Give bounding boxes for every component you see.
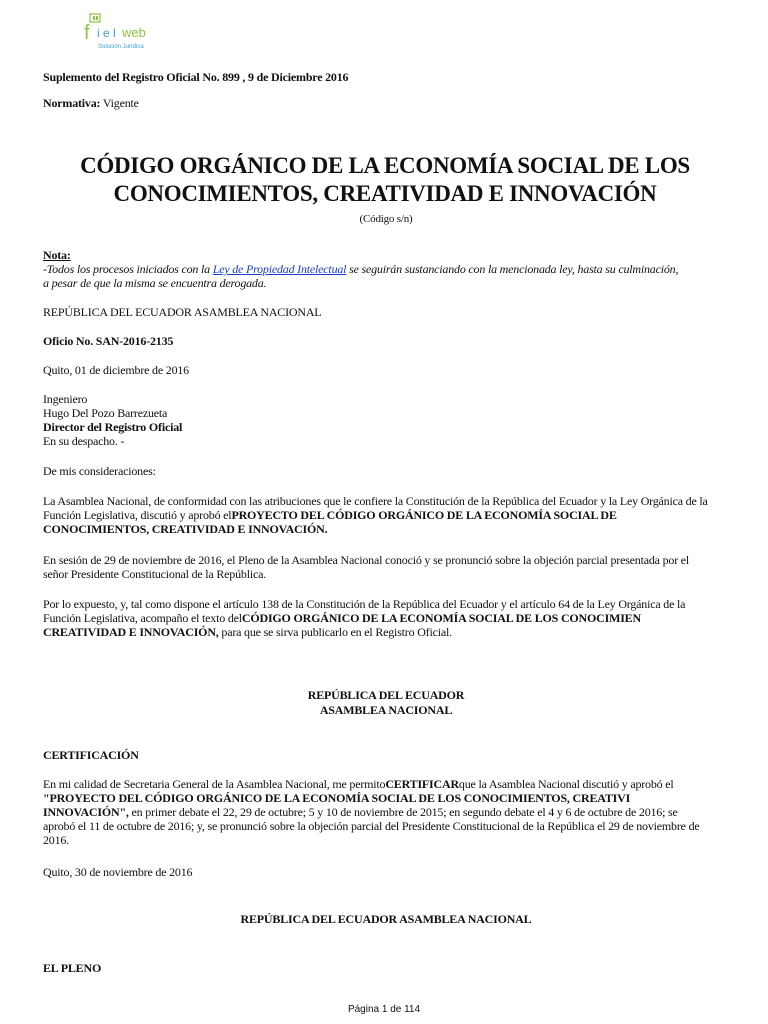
destinatario xyxy=(43,392,729,448)
svg-text:Solución Jurídica: Solución Jurídica xyxy=(98,44,144,50)
p2-line-1: En sesión de 29 de noviembre de 2016, el Pleno de la Asamblea Nacional conoció y se pronunció sobre la objeción parcial presentada por el xyxy=(43,553,690,567)
dest-line-1: Ingeniero xyxy=(43,392,88,406)
cert-line-3b: en primer debate el 22, 29 de octubre; 5 y 10 de noviembre de 2015; en segundo debate el 4 y 6 de octubre de 2016; se xyxy=(128,805,678,819)
page-number: Página 1 de 114 xyxy=(347,1004,421,1015)
p3-line-1: Por lo expuesto, y, tal como dispone el artículo 138 de la Constitución de la República del Ecuador y el artículo 64 de la Ley Orgánica de la xyxy=(43,597,686,611)
paragraph-3 xyxy=(43,597,729,639)
nota-label: Nota: xyxy=(43,248,71,262)
title-line-2: CONOCIMIENTOS, CREATIVIDAD E INNOVACIÓN xyxy=(113,181,657,206)
dest-line-3: Director del Registro Oficial xyxy=(43,420,183,434)
cert-line-2: "PROYECTO DEL CÓDIGO ORGÁNICO DE LA ECONOMÍA SOCIAL DE LOS CONOCIMIENTOS, CREATIVI xyxy=(43,791,631,805)
p3-line-3 xyxy=(43,625,729,639)
cert-line-1a: En mi calidad de Secretaria General de la Asamblea Nacional, me permito xyxy=(43,777,386,791)
cert-line-3 xyxy=(43,805,729,819)
cert-line-4: aprobó el 11 de octubre de 2016; y, se pronunció sobre la objeción parcial del Presidente Constitucional de la República el 29 de noviembre de xyxy=(43,819,700,833)
el-pleno-heading: EL PLENO xyxy=(43,961,102,975)
nota-section xyxy=(43,248,729,290)
cert-line-1c: que la Asamblea Nacional discutió y aprobó el xyxy=(458,777,674,791)
p1-line-2 xyxy=(43,508,729,522)
svg-text:i e l: i e l xyxy=(97,26,116,40)
code-label: (Código s/n) xyxy=(359,213,413,225)
p3-line-2b: CÓDIGO ORGÁNICO DE LA ECONOMÍA SOCIAL DE LOS CONOCIMIEN xyxy=(241,611,641,625)
p3-line-2a: Función Legislativa, acompaño el texto del xyxy=(43,611,242,625)
p1-line-1: La Asamblea Nacional, de conformidad con las atribuciones que le confiere la Constitución de la República del Ecuador y la Ley Orgánica de la xyxy=(43,494,708,508)
republica-center-1: REPÚBLICA DEL ECUADOR xyxy=(307,688,465,702)
svg-text:web: web xyxy=(122,25,146,40)
svg-text:f: f xyxy=(84,22,90,44)
republica-center-2: REPÚBLICA DEL ECUADOR ASAMBLEA NACIONAL xyxy=(240,912,532,926)
nota-line-2: a pesar de que la misma se encuentra derogada. xyxy=(43,276,267,290)
nota-line-1 xyxy=(43,262,729,276)
p1-line-2a: Función Legislativa, discutió y aprobó el xyxy=(43,508,232,522)
fielweb-logo xyxy=(64,8,182,52)
p3-line-2 xyxy=(43,611,729,625)
document-title xyxy=(30,152,740,208)
cert-line-1 xyxy=(43,777,729,791)
normativa-label: Normativa: xyxy=(43,96,101,110)
cert-line-1b: CERTIFICAR xyxy=(385,777,459,791)
p1-line-2b: PROYECTO DEL CÓDIGO ORGÁNICO DE LA ECONOMÍA SOCIAL DE xyxy=(231,508,617,522)
cert-line-5: 2016. xyxy=(43,833,70,847)
nota-suffix: se seguirán sustanciando con la mencionada ley, hasta su culminación, xyxy=(346,262,679,276)
fecha-certificacion: Quito, 30 de noviembre de 2016 xyxy=(43,865,193,879)
republica-heading: REPÚBLICA DEL ECUADOR ASAMBLEA NACIONAL xyxy=(43,305,322,319)
oficio-number: Oficio No. SAN-2016-2135 xyxy=(43,334,174,348)
dest-line-2: Hugo Del Pozo Barrezueta xyxy=(43,406,168,420)
fecha-oficio: Quito, 01 de diciembre de 2016 xyxy=(43,363,189,377)
asamblea-center: ASAMBLEA NACIONAL xyxy=(319,703,453,717)
p3-line-3a: CREATIVIDAD E INNOVACIÓN, xyxy=(43,625,219,639)
p1-line-3: CONOCIMIENTOS, CREATIVIDAD E INNOVACIÓN. xyxy=(43,522,328,536)
certificacion-text xyxy=(43,777,729,847)
p3-line-3b: para que se sirva publicarlo en el Registro Oficial. xyxy=(218,625,452,639)
dest-line-4: En su despacho. - xyxy=(43,434,125,448)
registro-oficial-line: Suplemento del Registro Oficial No. 899 , 9 de Diciembre 2016 xyxy=(43,70,349,84)
paragraph-1 xyxy=(43,494,729,536)
title-line-1: CÓDIGO ORGÁNICO DE LA ECONOMÍA SOCIAL DE LOS xyxy=(80,153,690,178)
normativa-value: Vigente xyxy=(102,96,139,110)
consideraciones: De mis consideraciones: xyxy=(43,464,156,478)
ley-propiedad-intelectual-link[interactable]: Ley de Propiedad Intelectual xyxy=(212,262,347,276)
paragraph-2 xyxy=(43,553,729,581)
cert-line-3a: INNOVACIÓN", xyxy=(43,805,129,819)
certificacion-heading: CERTIFICACIÓN xyxy=(43,748,139,762)
p2-line-2: señor Presidente Constitucional de la República. xyxy=(43,567,267,581)
normativa-line xyxy=(43,96,729,110)
nota-prefix: -Todos los procesos iniciados con la xyxy=(43,262,213,276)
